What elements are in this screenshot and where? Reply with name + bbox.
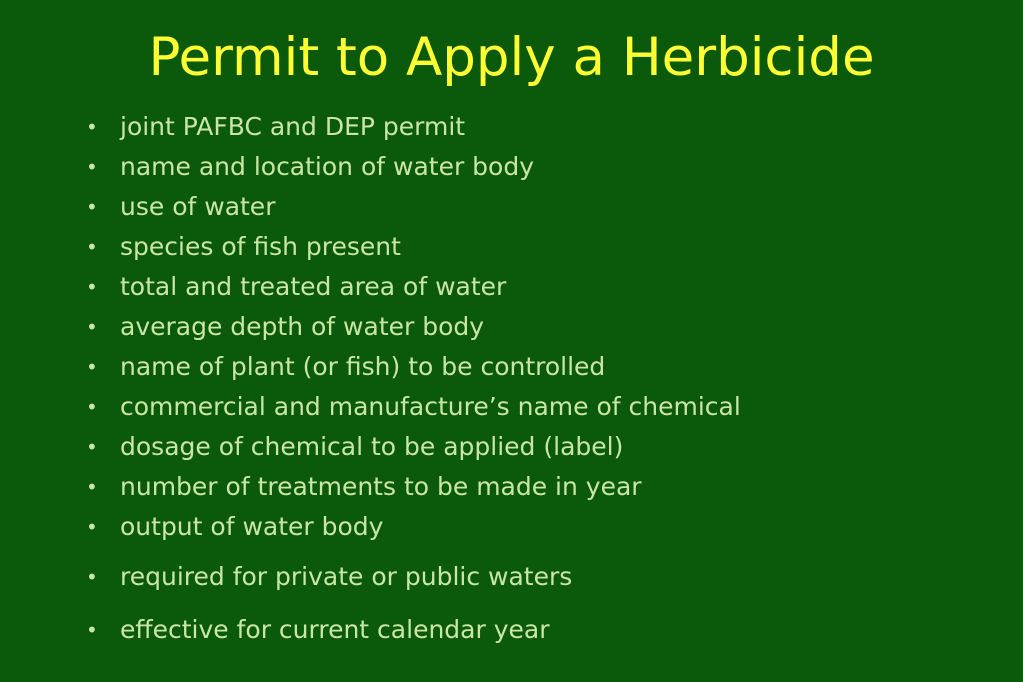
list-item-text: use of water — [120, 192, 276, 221]
bullet-list — [86, 107, 741, 650]
list-item-text: name of plant (or fish) to be controlled — [120, 352, 606, 381]
list-item-text: joint PAFBC and DEP permit — [120, 112, 466, 141]
bullet-icon: • — [86, 155, 98, 179]
list-item-text: name and location of water body — [120, 152, 535, 181]
list-item-text: number of treatments to be made in year — [120, 472, 642, 501]
bullet-icon: • — [86, 115, 98, 139]
list-item — [86, 507, 741, 547]
list-item — [86, 387, 741, 427]
slide-title: Permit to Apply a Herbicide — [148, 27, 875, 88]
bullet-icon: • — [86, 195, 98, 219]
bullet-icon: • — [86, 315, 98, 339]
bullet-icon: • — [86, 515, 98, 539]
bullet-icon: • — [86, 355, 98, 379]
bullet-icon: • — [86, 475, 98, 499]
list-item-text: average depth of water body — [120, 312, 485, 341]
bullet-icon: • — [86, 565, 98, 589]
list-item — [86, 307, 741, 347]
list-item — [86, 610, 741, 650]
list-item — [86, 347, 741, 387]
list-item — [86, 227, 741, 267]
list-item — [86, 107, 741, 147]
list-item — [86, 147, 741, 187]
list-item-text: effective for current calendar year — [120, 615, 550, 644]
list-item — [86, 187, 741, 227]
bullet-icon: • — [86, 618, 98, 642]
list-item-text: species of fish present — [120, 232, 401, 261]
bullet-icon: • — [86, 395, 98, 419]
list-item-text: commercial and manufacture’s name of chemical — [120, 392, 741, 421]
list-item-text: dosage of chemical to be applied (label) — [120, 432, 624, 461]
list-item — [86, 467, 741, 507]
bullet-icon: • — [86, 435, 98, 459]
list-item-text: total and treated area of water — [120, 272, 507, 301]
list-item — [86, 427, 741, 467]
list-item-text: output of water body — [120, 512, 384, 541]
list-item — [86, 267, 741, 307]
bullet-icon: • — [86, 235, 98, 259]
list-item — [86, 557, 741, 597]
bullet-icon: • — [86, 275, 98, 299]
list-item-text: required for private or public waters — [120, 562, 573, 591]
